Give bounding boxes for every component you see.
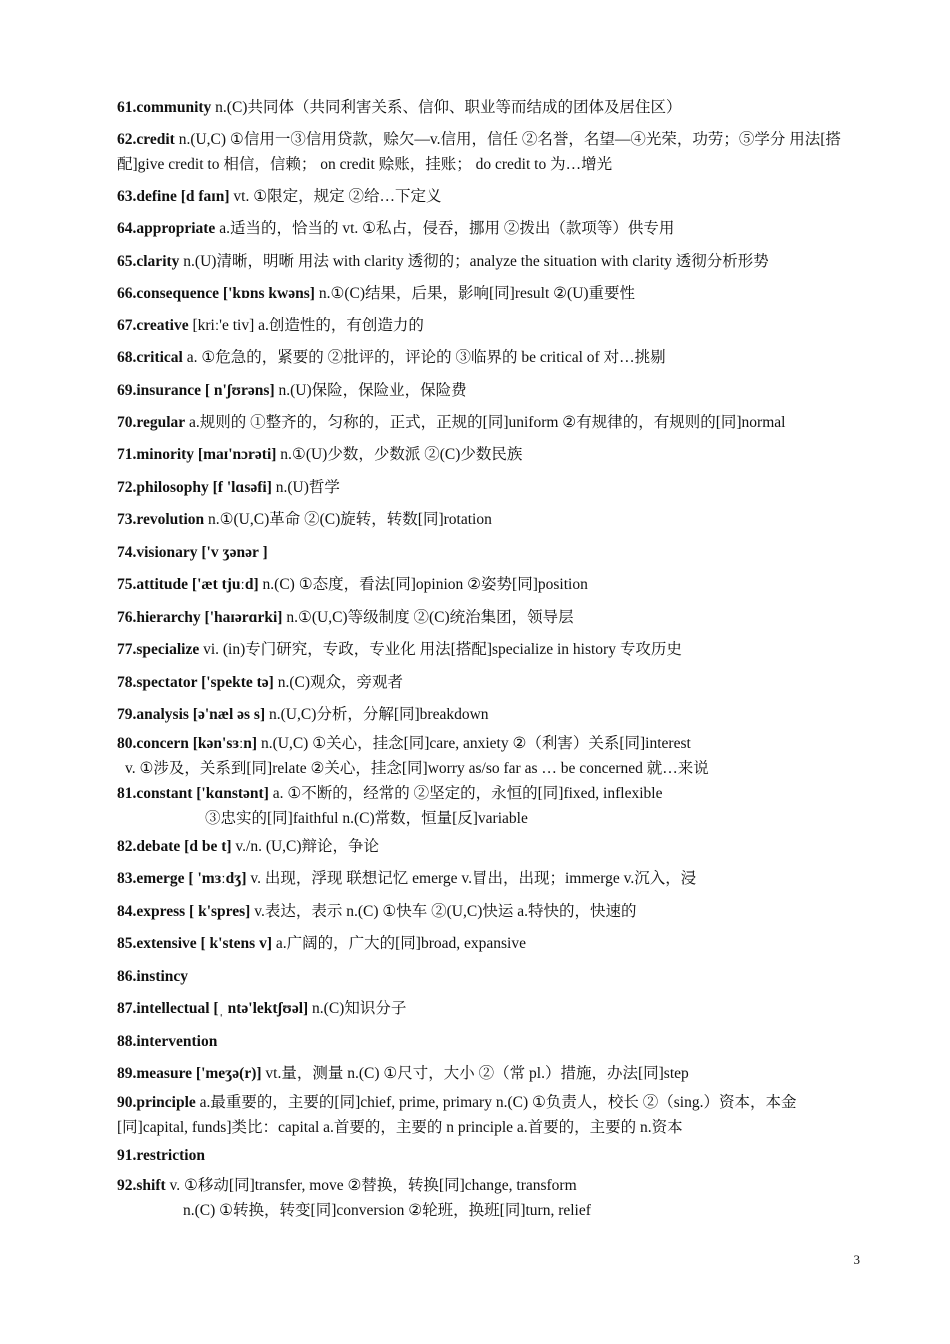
entry-shift-continuation: n.(C) ①转换，转变[同]conversion ②轮班，换班[同]turn, relief <box>183 1202 591 1219</box>
entry-regular: 70.regular a.规则的 ①整齐的，匀称的，正式，正规的[同]uniform ②有规律的，有规则的[同]normal <box>117 414 786 431</box>
entry-concern-continuation: v. ①涉及，关系到[同]relate ②关心，挂念[同]worry as/so far as … be concerned 就…来说 <box>125 760 709 777</box>
entry-appropriate: 64.appropriate a.适当的，恰当的 vt. ①私占，侵吞，挪用 ②拨出（款项等）供专用 <box>117 220 675 237</box>
entry-specialize: 77.specialize vi. (in)专门研究，专政，专业化 用法[搭配]specialize in history 专攻历史 <box>117 641 682 658</box>
entry-measure: 89.measure ['meʒə(r)] vt.量，测量 n.(C) ①尺寸，大小 ②（常 pl.）措施，办法[同]step <box>117 1065 689 1082</box>
entry-attitude: 75.attitude ['æt tjuːd] n.(C) ①态度，看法[同]opinion ②姿势[同]position <box>117 576 588 593</box>
entry-minority: 71.minority [maɪ'nɔrəti] n.①(U)少数，少数派 ②(C)少数民族 <box>117 446 523 463</box>
entry-creative: 67.creative [kriː'e tiv] a.创造性的，有创造力的 <box>117 317 424 334</box>
entry-revolution: 73.revolution n.①(U,C)革命 ②(C)旋转，转数[同]rotation <box>117 511 492 528</box>
entry-credit: 62.credit n.(U,C) ①信用一③信用贷款，赊欠—v.信用，信任 ②名誉，名望—④光荣，功劳；⑤学分 用法[搭配]give credit to 相信，信赖； on credit 赊账，挂账； do credit to 为…增光 <box>117 131 841 173</box>
page-number: 3 <box>853 1252 860 1267</box>
entry-clarity: 65.clarity n.(U)清晰，明晰 用法 with clarity 透彻的；analyze the situation with clarity 透彻分析形势 <box>117 253 769 270</box>
entry-principle: 90.principle a.最重要的，主要的[同]chief, prime, primary n.(C) ①负责人，校长 ②（sing.）资本，本金[同]capital, funds]类比：capital a.首要的，主要的 n principle a.首要的，主要的 n.资本 <box>117 1094 797 1136</box>
entry-instincy: 86.instincy <box>117 968 189 985</box>
entry-critical: 68.critical a. ①危急的，紧要的 ②批评的，评论的 ③临界的 be critical of 对…挑剔 <box>117 349 666 366</box>
entry-insurance: 69.insurance [ n'ʃʊrəns] n.(U)保险，保险业，保险费 <box>117 382 467 399</box>
entry-hierarchy: 76.hierarchy ['haɪərɑrki] n.①(U,C)等级制度 ②(C)统治集团，领导层 <box>117 609 574 626</box>
entry-intellectual: 87.intellectual [ˌ ntə'lektʃʊəl] n.(C)知识分子 <box>117 1000 407 1017</box>
entry-constant: 81.constant ['kɑnstənt] a. ①不断的，经常的 ②坚定的，永恒的[同]fixed, inflexible <box>117 785 663 802</box>
entry-consequence: 66.consequence ['kɒns kwəns] n.①(C)结果，后果，影响[同]result ②(U)重要性 <box>117 285 636 302</box>
entry-constant-continuation: ③忠实的[同]faithful n.(C)常数，恒量[反]variable <box>205 810 528 827</box>
entry-community: 61.community n.(C)共同体（共同利害关系、信仰、职业等而结成的团体及居住区） <box>117 99 682 116</box>
entry-intervention: 88.intervention <box>117 1033 218 1050</box>
entry-define: 63.define [d faɪn] vt. ①限定，规定 ②给…下定义 <box>117 188 442 205</box>
entry-spectator: 78.spectator ['spekte tə] n.(C)观众，旁观者 <box>117 674 403 691</box>
entry-visionary: 74.visionary ['v ʒənər ] <box>117 544 268 561</box>
entry-extensive: 85.extensive [ k'stens v] a.广阔的，广大的[同]broad, expansive <box>117 935 526 952</box>
entry-express: 84.express [ k'spres] v.表达，表示 n.(C) ①快车 ②(U,C)快运 a.特快的，快速的 <box>117 903 637 920</box>
entry-shift: 92.shift v. ①移动[同]transfer, move ②替换，转换[同]change, transform <box>117 1177 577 1194</box>
entry-emerge: 83.emerge [ 'mɜːdʒ] v. 出现，浮现 联想记忆 emerge v.冒出，出现；immerge v.沉入，浸 <box>117 870 697 887</box>
entry-restriction: 91.restriction <box>117 1147 205 1164</box>
entry-analysis: 79.analysis [ə'næl əs s] n.(U,C)分析，分解[同]breakdown <box>117 706 489 723</box>
entry-concern: 80.concern [kən'sɜːn] n.(U,C) ①关心，挂念[同]care, anxiety ②（利害）关系[同]interest <box>117 735 691 752</box>
entry-philosophy: 72.philosophy [f 'lɑsəfi] n.(U)哲学 <box>117 479 340 496</box>
entry-debate: 82.debate [d be t] v./n. (U,C)辩论，争论 <box>117 838 380 855</box>
